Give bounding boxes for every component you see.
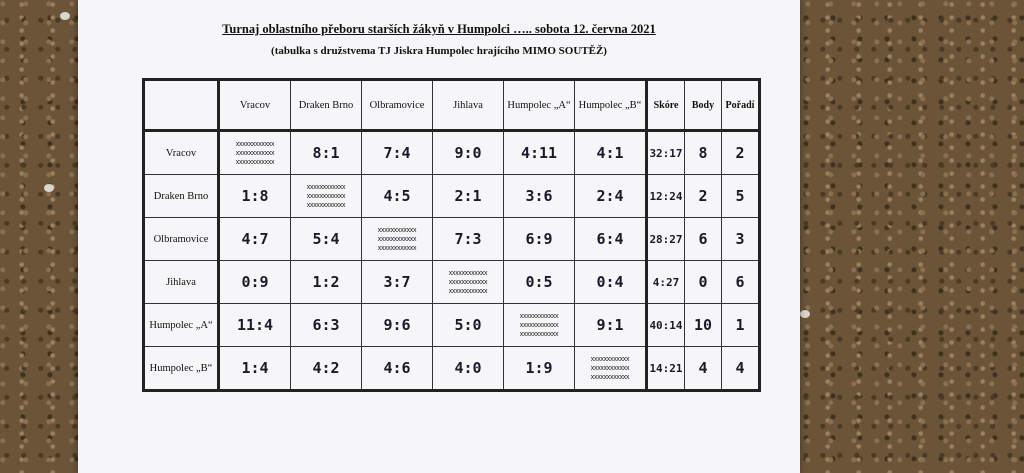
- points-cell: 4: [685, 347, 722, 391]
- match-result-cell: 8:1: [291, 131, 362, 175]
- score-cell: 4:27: [647, 261, 685, 304]
- team-name-cell: Jihlava: [144, 261, 219, 304]
- score-cell: 32:17: [647, 131, 685, 175]
- match-result-cell: 5:0: [433, 304, 504, 347]
- match-result-cell: 0:9: [219, 261, 291, 304]
- match-result-cell: 0:4: [575, 261, 647, 304]
- points-cell: 8: [685, 131, 722, 175]
- team-name-cell: Humpolec „A“: [144, 304, 219, 347]
- rank-cell: 4: [722, 347, 760, 391]
- rank-cell: 1: [722, 304, 760, 347]
- header-cell: Body: [685, 80, 722, 131]
- team-name-cell: Humpolec „B“: [144, 347, 219, 391]
- header-row: [144, 80, 760, 131]
- rank-cell: 2: [722, 131, 760, 175]
- page-subtitle: (tabulka s družstvema TJ Jiskra Humpolec hrajícího MIMO SOUTĚŽ): [271, 45, 607, 57]
- header-cell: Olbramovice: [362, 80, 433, 131]
- team-name-cell: Olbramovice: [144, 218, 219, 261]
- match-result-cell: 4:1: [575, 131, 647, 175]
- team-name-cell: Vracov: [144, 131, 219, 175]
- paper-sheet: [78, 0, 800, 473]
- match-result-cell: 9:6: [362, 304, 433, 347]
- table-row: [144, 304, 760, 347]
- match-result-cell: 1:4: [219, 347, 291, 391]
- match-result-cell: 4:2: [291, 347, 362, 391]
- header-cell: Jihlava: [433, 80, 504, 131]
- self-match-cell: xxxxxxxxxxxx xxxxxxxxxxxx xxxxxxxxxxxx: [362, 218, 433, 261]
- match-result-cell: 1:2: [291, 261, 362, 304]
- team-name-cell: Draken Brno: [144, 175, 219, 218]
- rank-cell: 6: [722, 261, 760, 304]
- header-cell: Skóre: [647, 80, 685, 131]
- match-result-cell: 9:1: [575, 304, 647, 347]
- match-result-cell: 6:3: [291, 304, 362, 347]
- match-result-cell: 11:4: [219, 304, 291, 347]
- match-result-cell: 4:0: [433, 347, 504, 391]
- table-row: [144, 261, 760, 304]
- match-result-cell: 1:9: [504, 347, 575, 391]
- header-cell: Humpolec „B“: [575, 80, 647, 131]
- results-table: [142, 78, 761, 392]
- match-result-cell: 4:5: [362, 175, 433, 218]
- match-result-cell: 4:6: [362, 347, 433, 391]
- match-result-cell: 6:4: [575, 218, 647, 261]
- self-match-cell: xxxxxxxxxxxx xxxxxxxxxxxx xxxxxxxxxxxx: [575, 347, 647, 391]
- score-cell: 28:27: [647, 218, 685, 261]
- points-cell: 10: [685, 304, 722, 347]
- header-cell: Humpolec „A“: [504, 80, 575, 131]
- header-cell: Draken Brno: [291, 80, 362, 131]
- match-result-cell: 7:3: [433, 218, 504, 261]
- self-match-cell: xxxxxxxxxxxx xxxxxxxxxxxx xxxxxxxxxxxx: [433, 261, 504, 304]
- points-cell: 6: [685, 218, 722, 261]
- match-result-cell: 2:4: [575, 175, 647, 218]
- rank-cell: 5: [722, 175, 760, 218]
- page-title: Turnaj oblastního přeboru starších žákyň v Humpolci ….. sobota 12. června 2021: [222, 22, 656, 36]
- rank-cell: 3: [722, 218, 760, 261]
- self-match-cell: xxxxxxxxxxxx xxxxxxxxxxxx xxxxxxxxxxxx: [504, 304, 575, 347]
- table-row: [144, 347, 760, 391]
- match-result-cell: 9:0: [433, 131, 504, 175]
- corner-cell: [144, 80, 219, 131]
- match-result-cell: 0:5: [504, 261, 575, 304]
- pin: [44, 184, 54, 192]
- header-cell: Vracov: [219, 80, 291, 131]
- pin: [60, 12, 70, 20]
- match-result-cell: 6:9: [504, 218, 575, 261]
- match-result-cell: 5:4: [291, 218, 362, 261]
- score-cell: 40:14: [647, 304, 685, 347]
- results-table-wrap: [142, 78, 761, 392]
- table-row: [144, 175, 760, 218]
- table-row: [144, 218, 760, 261]
- match-result-cell: 1:8: [219, 175, 291, 218]
- table-row: [144, 131, 760, 175]
- self-match-cell: xxxxxxxxxxxx xxxxxxxxxxxx xxxxxxxxxxxx: [219, 131, 291, 175]
- match-result-cell: 2:1: [433, 175, 504, 218]
- match-result-cell: 3:6: [504, 175, 575, 218]
- match-result-cell: 3:7: [362, 261, 433, 304]
- header-cell: Pořadí: [722, 80, 760, 131]
- match-result-cell: 4:11: [504, 131, 575, 175]
- match-result-cell: 4:7: [219, 218, 291, 261]
- self-match-cell: xxxxxxxxxxxx xxxxxxxxxxxx xxxxxxxxxxxx: [291, 175, 362, 218]
- score-cell: 12:24: [647, 175, 685, 218]
- points-cell: 2: [685, 175, 722, 218]
- score-cell: 14:21: [647, 347, 685, 391]
- points-cell: 0: [685, 261, 722, 304]
- pin: [800, 310, 810, 318]
- match-result-cell: 7:4: [362, 131, 433, 175]
